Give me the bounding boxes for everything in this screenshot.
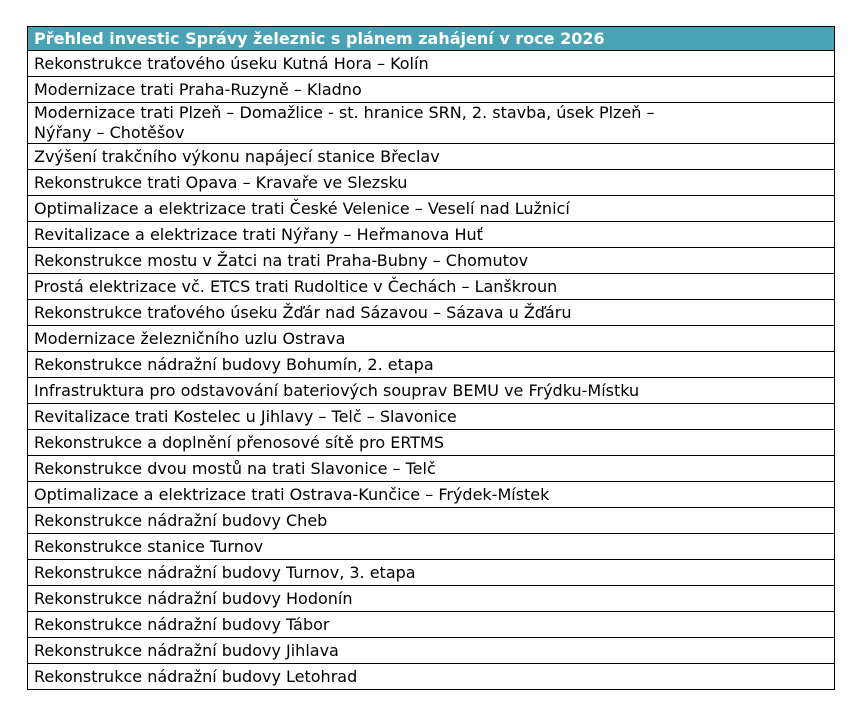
project-name: Rekonstrukce dvou mostů na trati Slavonice – Telč	[34, 458, 436, 478]
project-name: Infrastruktura pro odstavování bateriových souprav BEMU ve Frýdku-Místku	[34, 380, 640, 400]
table-header-row	[28, 27, 835, 51]
table-row	[28, 196, 835, 222]
table-cell	[28, 274, 835, 300]
project-name: Rekonstrukce nádražní budovy Jihlava	[34, 640, 339, 660]
table-cell	[28, 352, 835, 378]
table-cell	[28, 508, 835, 534]
project-name: Rekonstrukce a doplnění přenosové sítě pro ERTMS	[34, 432, 444, 452]
table-cell	[28, 638, 835, 664]
table-row	[28, 456, 835, 482]
table-row	[28, 560, 835, 586]
table-row	[28, 482, 835, 508]
table-cell	[28, 196, 835, 222]
table-cell	[28, 300, 835, 326]
project-name: Revitalizace trati Kostelec u Jihlavy – Telč – Slavonice	[34, 406, 457, 426]
table-row	[28, 77, 835, 103]
table-cell	[28, 586, 835, 612]
table-row	[28, 508, 835, 534]
table-cell	[28, 482, 835, 508]
project-name: Modernizace trati Plzeň – Domažlice - st. hranice SRN, 2. stavba, úsek Plzeň – Nýřany – Chotěšov	[34, 103, 655, 142]
table-cell	[28, 326, 835, 352]
table-cell	[28, 664, 835, 690]
table-title: Přehled investic Správy železnic s plánem zahájení v roce 2026	[28, 27, 835, 51]
table-cell	[28, 103, 835, 144]
project-name: Modernizace trati Praha-Ruzyně – Kladno	[34, 79, 362, 99]
project-name: Rekonstrukce trati Opava – Kravaře ve Slezsku	[34, 172, 408, 192]
table-cell	[28, 404, 835, 430]
investment-table	[27, 26, 835, 690]
project-name: Rekonstrukce stanice Turnov	[34, 536, 264, 556]
table-cell	[28, 222, 835, 248]
table-row	[28, 300, 835, 326]
table-cell	[28, 378, 835, 404]
table-cell	[28, 77, 835, 103]
table-cell	[28, 456, 835, 482]
project-name: Revitalizace a elektrizace trati Nýřany – Heřmanova Huť	[34, 224, 483, 244]
table-row	[28, 404, 835, 430]
table-row	[28, 103, 835, 144]
table-cell	[28, 248, 835, 274]
project-name: Rekonstrukce nádražní budovy Tábor	[34, 614, 330, 634]
table-row	[28, 378, 835, 404]
project-name: Rekonstrukce traťového úseku Žďár nad Sázavou – Sázava u Žďáru	[34, 302, 572, 322]
table-row	[28, 612, 835, 638]
table-cell	[28, 534, 835, 560]
project-name: Zvýšení trakčního výkonu napájecí stanice Břeclav	[34, 146, 440, 166]
project-name: Optimalizace a elektrizace trati Ostrava-Kunčice – Frýdek-Místek	[34, 484, 550, 504]
project-name: Modernizace železničního uzlu Ostrava	[34, 328, 346, 348]
table-cell	[28, 612, 835, 638]
project-name: Rekonstrukce traťového úseku Kutná Hora – Kolín	[34, 53, 429, 73]
table-cell	[28, 170, 835, 196]
table-row	[28, 144, 835, 170]
table-row	[28, 170, 835, 196]
table-row	[28, 430, 835, 456]
table-cell	[28, 51, 835, 77]
project-name: Rekonstrukce mostu v Žatci na trati Praha-Bubny – Chomutov	[34, 250, 529, 270]
table-row	[28, 352, 835, 378]
project-name: Rekonstrukce nádražní budovy Letohrad	[34, 666, 358, 686]
table-cell	[28, 430, 835, 456]
table-cell	[28, 560, 835, 586]
table-row	[28, 274, 835, 300]
table-row	[28, 326, 835, 352]
table-cell	[28, 144, 835, 170]
project-name: Optimalizace a elektrizace trati České Velenice – Veselí nad Lužnicí	[34, 198, 570, 218]
table-row	[28, 51, 835, 77]
table-row	[28, 638, 835, 664]
project-name: Rekonstrukce nádražní budovy Cheb	[34, 510, 328, 530]
table-row	[28, 248, 835, 274]
table-row	[28, 534, 835, 560]
project-name: Rekonstrukce nádražní budovy Hodonín	[34, 588, 353, 608]
project-name: Rekonstrukce nádražní budovy Turnov, 3. etapa	[34, 562, 416, 582]
project-name: Prostá elektrizace vč. ETCS trati Rudoltice v Čechách – Lanškroun	[34, 276, 558, 296]
table-row	[28, 664, 835, 690]
project-name: Rekonstrukce nádražní budovy Bohumín, 2. etapa	[34, 354, 434, 374]
table-row	[28, 222, 835, 248]
table-row	[28, 586, 835, 612]
